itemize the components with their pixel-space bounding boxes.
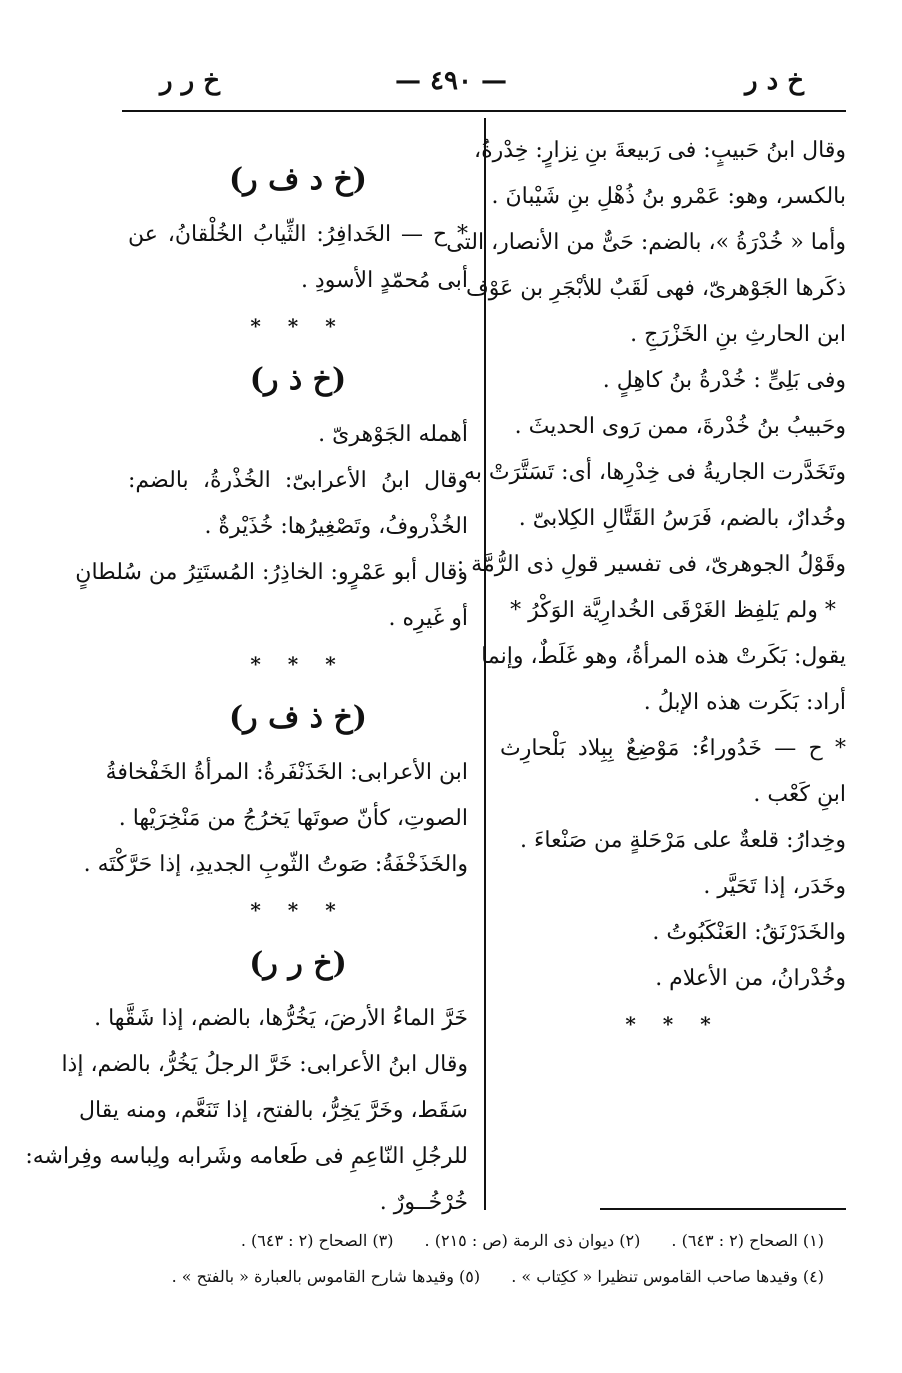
footnote-line <box>104 1262 824 1292</box>
left-column <box>25 148 468 1226</box>
page-number: — ٤٩٠ — <box>394 66 508 96</box>
text-line: أبى مُحمّدٍ الأسودِ . <box>300 268 468 293</box>
text-line: وقال ابنُ الأعرابى: خَرَّ الرجلُ يَخُرُّ، بالضم، إذا <box>61 1052 468 1077</box>
running-head-right: خ د ر <box>744 66 804 96</box>
text-line: سَقَط، وخَرَّ يَخِرُّ، بالفتح، إذا تَنَعَّم، ومنه يقال <box>79 1098 468 1123</box>
text-line: وتَخَدَّرت الجاريةُ فى خِدْرِها، أى: تَسَتَّرَتْ به . <box>450 460 846 485</box>
text-line: وقَوْلُ الجوهرىّ، فى تفسير قولِ ذى الرُّمَّة : <box>456 552 846 577</box>
header-rule <box>122 110 846 112</box>
text-line: والخَدَرْنَقُ: العَنْكَبُوتُ . <box>652 920 846 945</box>
entry-heading: (خ ر ر) <box>249 946 347 981</box>
text-line: الخُذْروفُ، وتَصْغِيرُها: خُذَيْرةٌ . <box>204 514 468 539</box>
text-line: يقول: بَكَرتْ هذه المرأةُ، وهو غَلَطٌ، وإنما <box>481 644 846 669</box>
text-line: ابن الحارثِ بنِ الخَزْرَجِ . <box>630 322 846 347</box>
verse-line: * ولم يَلفِظ الغَرْقَى الخُدارِيَّة الوَكْرُ * <box>510 598 836 623</box>
text-line: بالكسر، وهو: عَمْرو بنُ ذُهْلِ بنِ شَيْبانَ . <box>491 184 846 209</box>
text-line: أو غَيرِه . <box>388 606 468 631</box>
running-head-left: خ ر ر <box>160 66 220 96</box>
text-line: وأما « خُدْرَةُ »، بالضم: حَىٌّ من الأنصار، التى <box>446 230 846 255</box>
entry-heading: (خ ذ ر) <box>249 362 347 397</box>
text-line: * ح — الخَدافِرُ: الثِّيابُ الخُلْقانُ، عن <box>128 222 468 247</box>
section-separator: * * * <box>250 652 346 676</box>
entry-heading: (خ د ف ر) <box>228 162 368 197</box>
text-line: الصوتِ، كأنّ صوتَها يَخرُجُ من مَنْخِرَيْها . <box>118 806 468 831</box>
text-line: وخُدارٌ، بالضم، فَرَسُ القَتَّالِ الكِلابىّ . <box>518 506 846 531</box>
text-line: * ح — خَدُوراءُ: مَوْضِعٌ بِبِلاد بَلْحارِث <box>500 736 846 761</box>
entry-heading: (خ ذ ف ر) <box>228 700 368 735</box>
footnote-line <box>104 1226 824 1256</box>
text-line: وخَدَر، إذا تَحَيَّر . <box>703 874 846 899</box>
text-line: ابنِ كَعْب . <box>753 782 846 807</box>
section-separator: * * * <box>625 1012 721 1036</box>
footnote: (٥) وقيدها شارح القاموس بالعبارة « بالفتح » . <box>171 1267 481 1286</box>
text-line: خَرَّ الماءُ الأرضَ، يَخُرُّها، بالضم، إذا شَقَّها . <box>94 1006 468 1031</box>
section-separator: * * * <box>250 314 346 338</box>
text-line: والخَذَخْفَةُ: صَوتُ الثّوبِ الجديدِ، إذا حَرَّكْتَه . <box>83 852 468 877</box>
footnote: (٢) ديوان ذى الرمة (ص : ٢١٥) . <box>424 1231 641 1250</box>
footnote: (٤) وقيدها صاحب القاموس تنظيرا « ككِتاب » . <box>511 1267 824 1286</box>
text-line: وقال ابنُ حَبيبٍ: فى رَبيعةَ بنِ نِزارٍ: خِدْرةُ، <box>474 138 846 163</box>
footnote-rule <box>600 1208 846 1210</box>
text-line: وقال أبو عَمْرٍو: الخاذِرُ: المُستَتِرُ من سُلطانٍ <box>75 560 468 585</box>
text-line: وخِدارُ: قلعةٌ على مَرْحَلةٍ من صَنْعاءَ . <box>520 828 846 853</box>
text-line: خُرْخُــورٌ . <box>379 1190 468 1215</box>
footnote: (١) الصحاح (٢ : ٦٤٣) . <box>671 1231 824 1250</box>
text-line: وحَبيبُ بنُ خُدْرةَ، ممن رَوى الحديثَ . <box>514 414 846 439</box>
right-column <box>446 128 846 1046</box>
text-line: ابن الأعرابى: الخَذَنْفَرةُ: المرأةُ الخَفْخافةُ <box>105 760 468 785</box>
text-line: وفى بَلِىٍّ : خُدْرةُ بنُ كاهِلٍ . <box>602 368 846 393</box>
footnote: (٣) الصحاح (٢ : ٦٤٣) . <box>240 1231 394 1250</box>
text-line: ذكَرها الجَوْهرىّ، فهى لَقَبٌ للأبْجَرِ بن عَوْف <box>465 276 846 301</box>
text-line: وقال ابنُ الأعرابىّ: الخُذْرةُ، بالضم: <box>128 468 468 493</box>
text-line: أهمله الجَوْهرىّ . <box>318 422 468 447</box>
text-line: أراد: بَكَرت هذه الإبلُ . <box>643 690 846 715</box>
text-line: وخُدْرانُ، من الأعلام . <box>655 966 846 991</box>
text-line: للرجُلِ النّاعِمِ فى طَعامه وشَرابه ولِباسه وفِراشه: <box>25 1144 468 1169</box>
section-separator: * * * <box>250 898 346 922</box>
